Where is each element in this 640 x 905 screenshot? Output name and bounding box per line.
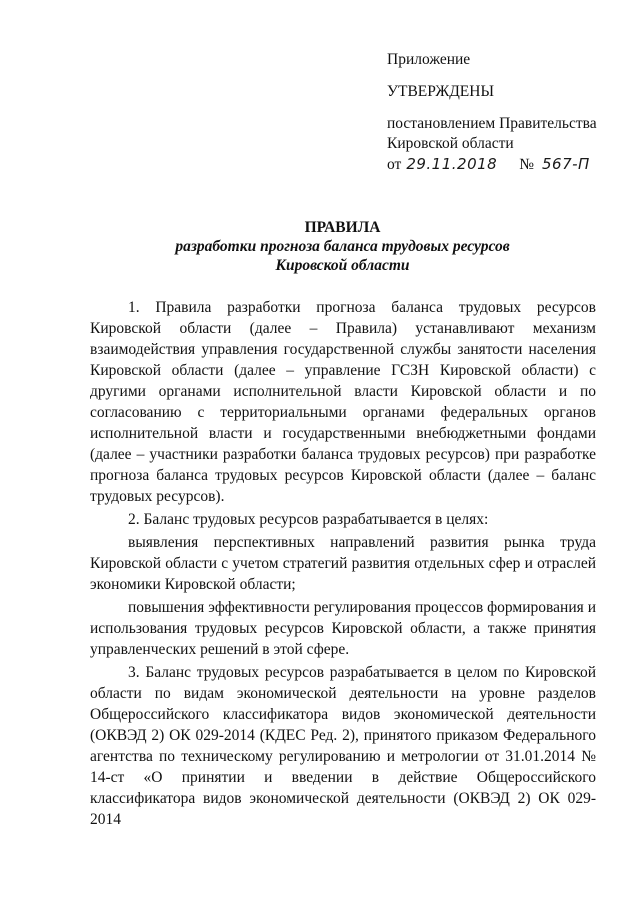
- paragraph-4: повышения эффективности регулирования процессов формирования и использования трудовых ресурсов Кировской области, а также принятия управленческих решений в этой сфере.: [90, 599, 596, 658]
- approved-by-line1: постановлением Правительства: [387, 115, 597, 132]
- title-line3: Кировской области: [275, 257, 410, 274]
- handwritten-number: 567-П: [542, 155, 590, 173]
- title-line2: разработки прогноза баланса трудовых ресурсов: [175, 238, 510, 255]
- paragraph-3: выявления перспективных направлений развития рынка труда Кировской области с учетом стратегий развития отдельных сфер и отраслей экономики Кировской области;: [90, 534, 596, 593]
- paragraph-5: 3. Баланс трудовых ресурсов разрабатывается в целом по Кировской области по видам экономической деятельности на уровне разделов Общероссийского классификатора видов экономической деятельности (ОКВЭД 2) ОК 029-2014 (КДЕС Ред. 2), принятого приказом Федерального агентства по техническому регулированию и метрологии от 31.01.2014 № 14-ст «О принятии и введении в действие Общероссийского классификатора видов экономической деятельности (ОКВЭД 2) ОК 029-2014: [90, 664, 596, 828]
- date-number-row: [387, 154, 627, 175]
- document-title: [90, 218, 595, 275]
- from-label: от: [387, 156, 402, 173]
- appendix-label: Приложение: [387, 51, 471, 68]
- paragraph-1: 1. Правила разработки прогноза баланса трудовых ресурсов Кировской области (далее – Правила) устанавливают механизм взаимодействия управления государственной службы занятости населения Кировской области (далее – управление ГСЗН Кировской области) с другими органами исполнительной власти Кировской области и по согласованию с территориальными органами федеральных органов исполнительной власти и государственными внебюджетными фондами (далее – участники разработки баланса трудовых ресурсов) при разработке прогноза баланса трудовых ресурсов Кировской области (далее – баланс трудовых ресурсов).: [90, 299, 596, 505]
- number-label: №: [519, 156, 535, 173]
- approval-block: [387, 50, 627, 175]
- approved-label: УТВЕРЖДЕНЫ: [387, 83, 494, 100]
- paragraph-2: 2. Баланс трудовых ресурсов разрабатывается в целях:: [128, 511, 489, 528]
- title-line1: ПРАВИЛА: [304, 219, 381, 236]
- approved-by-line2: Кировской области: [387, 135, 514, 152]
- handwritten-date: 29.11.2018: [406, 155, 498, 173]
- document-body: [90, 297, 596, 830]
